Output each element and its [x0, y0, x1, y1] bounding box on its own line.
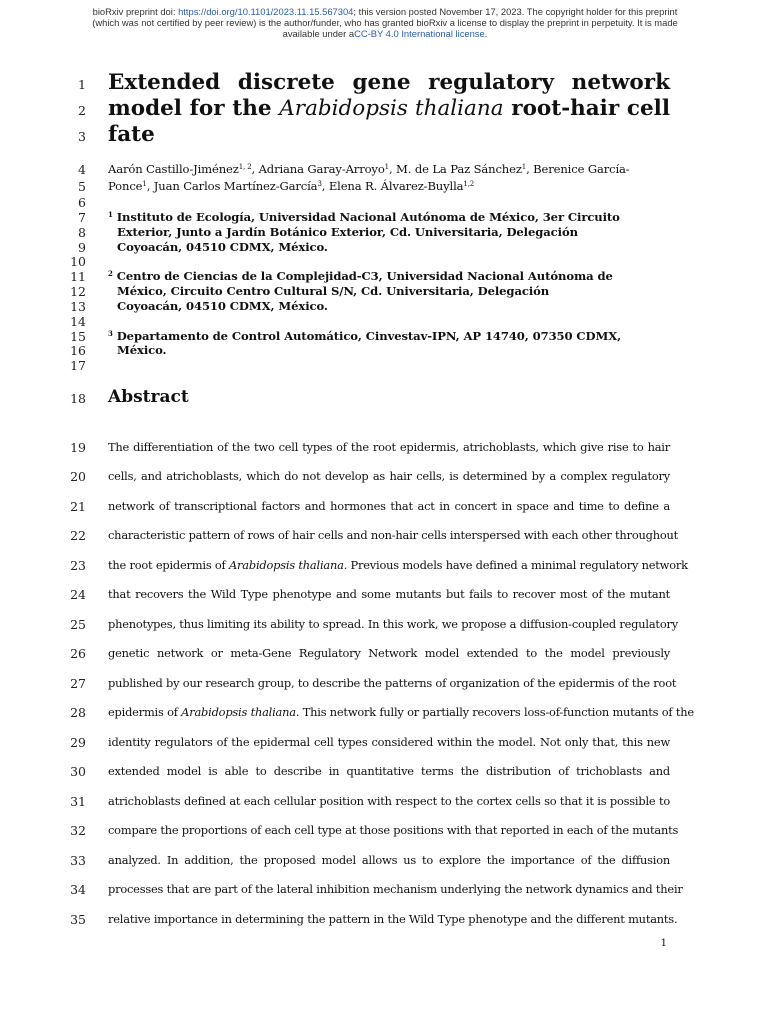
affiliation-1-line-1 [108, 210, 670, 224]
abstract-line [108, 705, 694, 719]
abstract-line: that recovers the Wild Type phenotype and some mutants but fails to recover most of the mutant [108, 587, 670, 601]
author-name: Ponce [108, 179, 143, 193]
line-number: 15 [70, 329, 86, 344]
affiliation-2-line-3: Coyoacán, 04510 CDMX, México. [117, 299, 328, 313]
banner-text: . [484, 28, 488, 39]
author-name: Aarón Castillo-Jiménez [108, 162, 239, 176]
title-text: root-hair cell [503, 96, 670, 121]
line-number: 14 [70, 314, 86, 329]
abstract-line: relative importance in determining the pattern in the Wild Type phenotype and the different mutants. [108, 912, 678, 926]
affiliation-marker: 1, 2 [238, 163, 252, 171]
line-number: 8 [78, 225, 86, 240]
banner-text: ; this version posted November 17, 2023. The copyright holder for this preprint [353, 6, 678, 17]
line-number: 3 [78, 129, 86, 144]
line-number: 11 [70, 269, 86, 284]
affiliation-2-line-2: México, Circuito Centro Cultural S/N, Cd. Universitaria, Delegación [117, 284, 550, 298]
line-number: 16 [70, 343, 86, 358]
author-name: , Berenice García- [526, 162, 630, 176]
abstract-text: . This network fully or partially recovers loss-of-function mutants of the [295, 705, 694, 719]
line-number: 21 [70, 499, 86, 514]
line-number: 2 [78, 103, 86, 118]
affiliation-marker: 1 [521, 163, 527, 171]
abstract-line: compare the proportions of each cell type at those positions with that reported in each of the mutants [108, 823, 679, 837]
species-name: Arabidopsis thaliana [181, 705, 296, 719]
affiliation-3-line-1 [108, 329, 670, 343]
line-number: 17 [70, 358, 86, 373]
line-number: 19 [70, 440, 86, 455]
affiliation-marker: 3 [108, 329, 113, 338]
author-name: , Juan Carlos Martínez-García [146, 179, 318, 193]
abstract-line: The differentiation of the two cell types of the root epidermis, atrichoblasts, which give rise to hair [108, 440, 670, 454]
line-number: 24 [70, 587, 86, 602]
author-name: , M. de La Paz Sánchez [388, 162, 522, 176]
affiliation-marker: 2 [108, 269, 113, 278]
line-number: 25 [70, 617, 86, 632]
preprint-banner [0, 6, 770, 39]
abstract-text: the root epidermis of [108, 558, 229, 572]
banner-line-1 [0, 6, 770, 17]
abstract-line: cells, and atrichoblasts, which do not develop as hair cells, is determined by a complex regulatory [108, 469, 670, 483]
affiliation-3-line-2: México. [117, 343, 167, 357]
page-number: 1 [660, 938, 667, 949]
line-number: 5 [78, 179, 86, 194]
line-number: 35 [70, 912, 86, 927]
line-number: 32 [70, 823, 86, 838]
line-number: 6 [78, 195, 86, 210]
line-number: 4 [78, 162, 86, 177]
line-number: 20 [70, 469, 86, 484]
line-number: 31 [70, 794, 86, 809]
abstract-line: genetic network or meta-Gene Regulatory Network model extended to the model previously [108, 646, 670, 660]
title-species: Arabidopsis thaliana [279, 96, 504, 121]
author-name: , Adriana Garay-Arroyo [251, 162, 385, 176]
banner-line-3 [0, 28, 770, 39]
line-number: 34 [70, 882, 86, 897]
banner-text: bioRxiv preprint doi: [92, 6, 179, 17]
line-number: 10 [70, 254, 86, 269]
abstract-line [108, 558, 688, 572]
affiliation-marker: 1 [384, 163, 389, 171]
banner-line-2: (which was not certified by peer review) is the author/funder, who has granted bioRxiv a license to display the preprint in perpetuity. It is made [92, 17, 678, 28]
author-list-line-1 [108, 162, 670, 176]
affiliation-marker: 1,2 [463, 180, 475, 188]
affiliation-2-line-1 [108, 269, 670, 283]
abstract-heading: Abstract [108, 387, 189, 407]
line-number: 29 [70, 735, 86, 750]
line-number: 28 [70, 705, 86, 720]
abstract-line: processes that are part of the lateral inhibition mechanism underlying the network dynamics and their [108, 882, 683, 896]
abstract-line: published by our research group, to describe the patterns of organization of the epidermis of the root [108, 676, 677, 690]
affiliation-marker: 3 [317, 180, 322, 188]
affiliation-marker: 1 [108, 210, 113, 219]
paper-title-line-2 [108, 96, 670, 122]
abstract-text: . Previous models have defined a minimal regulatory network [343, 558, 688, 572]
affiliation-text: Instituto de Ecología, Universidad Nacional Autónoma de México, 3er Circuito [116, 210, 620, 224]
line-number: 9 [78, 240, 86, 255]
abstract-line: network of transcriptional factors and hormones that act in concert in space and time to define a [108, 499, 670, 513]
abstract-line: analyzed. In addition, the proposed model allows us to explore the importance of the diffusion [108, 853, 670, 867]
abstract-line: atrichoblasts defined at each cellular position with respect to the cortex cells so that it is possible to [108, 794, 670, 808]
paper-title-line-1: Extended discrete gene regulatory network [108, 70, 670, 95]
line-number: 18 [70, 391, 86, 406]
abstract-text: epidermis of [108, 705, 182, 719]
author-list-line-2 [108, 179, 670, 193]
affiliation-marker: 1 [142, 180, 147, 188]
line-number: 7 [78, 210, 86, 225]
line-number: 22 [70, 528, 86, 543]
affiliation-1-line-3: Coyoacán, 04510 CDMX, México. [117, 240, 328, 254]
line-number: 33 [70, 853, 86, 868]
license-link[interactable]: CC-BY 4.0 International license [354, 28, 485, 39]
line-number: 1 [78, 77, 86, 92]
banner-text: available under a [282, 28, 355, 39]
title-text: model for the [108, 96, 280, 121]
line-number: 12 [70, 284, 86, 299]
abstract-line: identity regulators of the epidermal cell types considered within the model. Not only that, this new [108, 735, 670, 749]
species-name: Arabidopsis thaliana [229, 558, 344, 572]
abstract-line: characteristic pattern of rows of hair cells and non-hair cells interspersed with each other throughout [108, 528, 679, 542]
line-number: 13 [70, 299, 86, 314]
doi-link[interactable]: https://doi.org/10.1101/2023.11.15.567304 [178, 6, 354, 17]
line-number: 23 [70, 558, 86, 573]
abstract-line: phenotypes, thus limiting its ability to spread. In this work, we propose a diffusion-coupled regulatory [108, 617, 678, 631]
affiliation-text: Departamento de Control Automático, Cinvestav-IPN, AP 14740, 07350 CDMX, [116, 329, 622, 343]
abstract-line: extended model is able to describe in quantitative terms the distribution of trichoblasts and [108, 764, 670, 778]
author-name: , Elena R. Álvarez-Buylla [321, 179, 464, 193]
line-number: 26 [70, 646, 86, 661]
affiliation-text: Centro de Ciencias de la Complejidad-C3, Universidad Nacional Autónoma de [116, 269, 613, 283]
affiliation-1-line-2: Exterior, Junto a Jardín Botánico Exterior, Cd. Universitaria, Delegación [117, 225, 578, 239]
line-number: 30 [70, 764, 86, 779]
line-number: 27 [70, 676, 86, 691]
paper-title-line-3: fate [108, 122, 155, 147]
